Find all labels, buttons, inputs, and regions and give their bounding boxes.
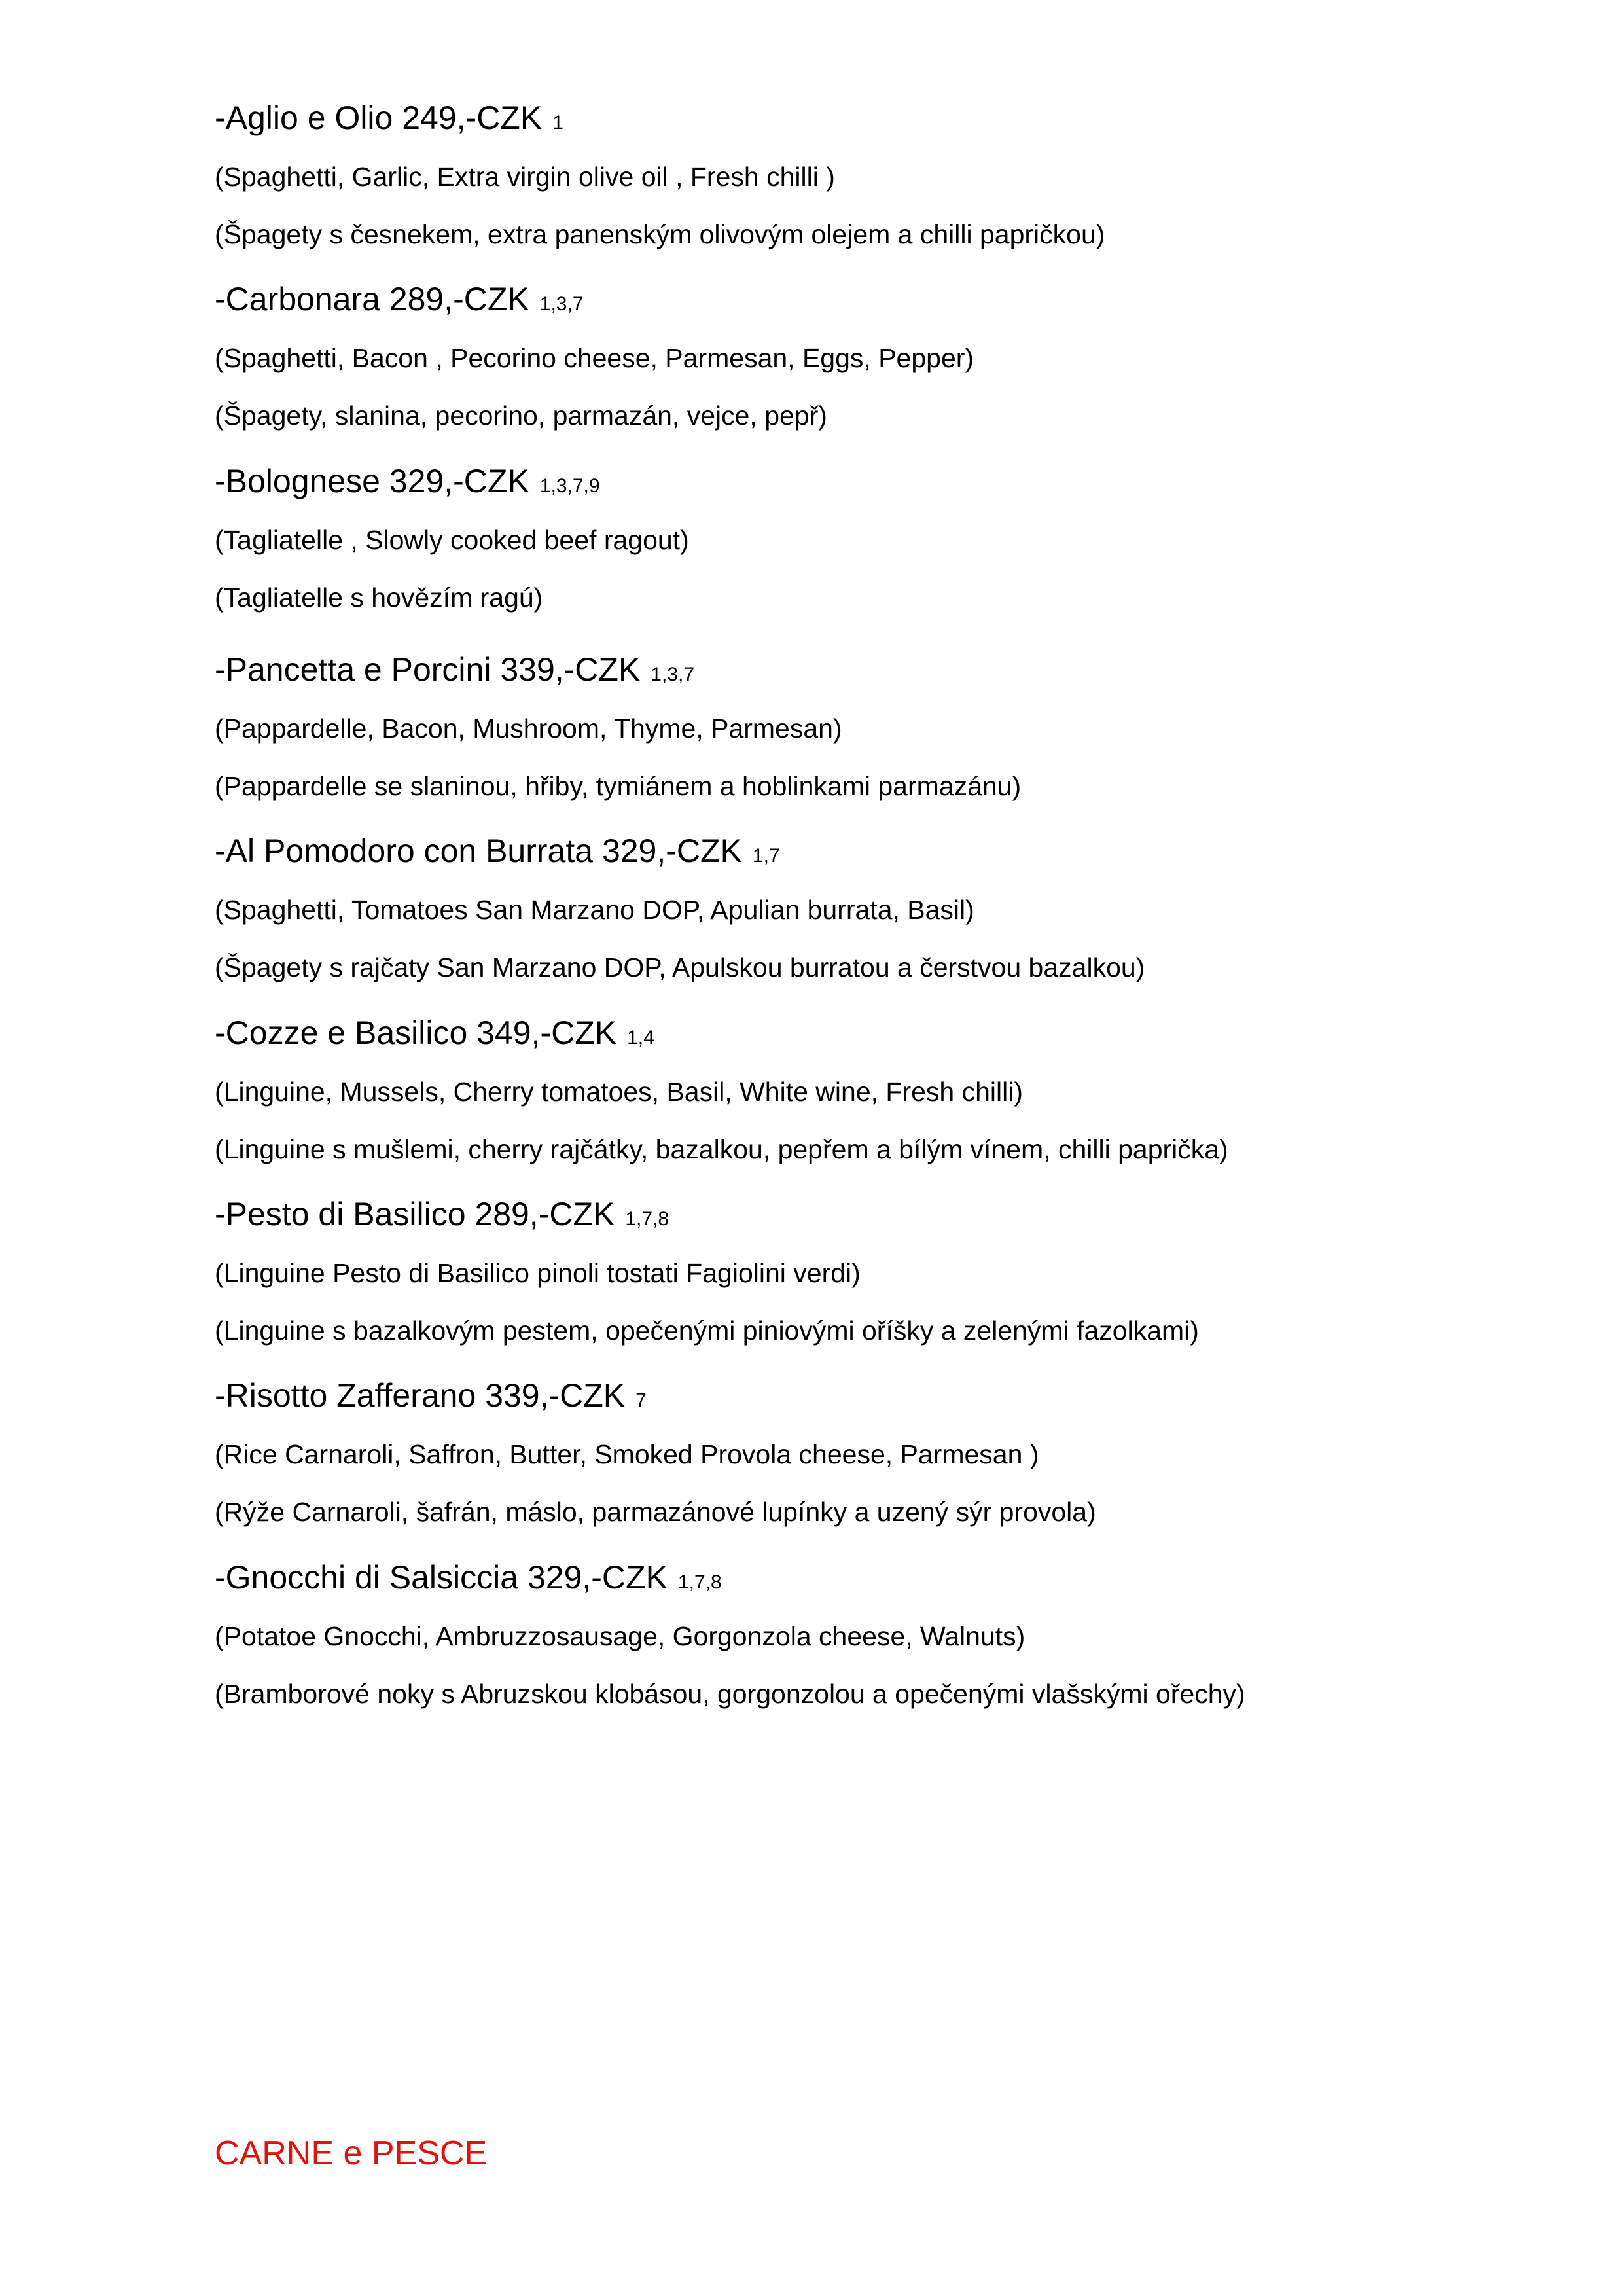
allergen-codes: 1,3,7 bbox=[539, 293, 584, 315]
description-english: (Pappardelle, Bacon, Mushroom, Thyme, Parmesan) bbox=[215, 713, 842, 744]
description-english: (Spaghetti, Bacon , Pecorino cheese, Parmesan, Eggs, Pepper) bbox=[215, 343, 974, 373]
description-czech: (Špagety s rajčaty San Marzano DOP, Apulskou burratou a čerstvou bazalkou) bbox=[215, 952, 1145, 982]
dish-name-price: -Bolognese 329,-CZK bbox=[215, 463, 529, 499]
menu-item-title bbox=[215, 1010, 654, 1056]
dish-name-price: -Cozze e Basilico 349,-CZK bbox=[215, 1014, 617, 1051]
allergen-codes: 1,4 bbox=[627, 1027, 654, 1049]
description-czech: (Špagety s česnekem, extra panenským olivovým olejem a chilli papričkou) bbox=[215, 219, 1105, 249]
description-czech: (Tagliatelle s hovězím ragú) bbox=[215, 583, 543, 613]
description-english: (Rice Carnaroli, Saffron, Butter, Smoked Provola cheese, Parmesan ) bbox=[215, 1439, 1039, 1469]
allergen-codes: 1,7,8 bbox=[677, 1571, 722, 1593]
description-english: (Spaghetti, Garlic, Extra virgin olive oil , Fresh chilli ) bbox=[215, 162, 835, 192]
menu-item-title bbox=[215, 276, 584, 322]
description-english: (Potatoe Gnocchi, Ambruzzosausage, Gorgonzola cheese, Walnuts) bbox=[215, 1621, 1026, 1651]
menu-item-title bbox=[215, 647, 694, 692]
dish-name-price: -Gnocchi di Salsiccia 329,-CZK bbox=[215, 1559, 668, 1596]
description-czech: (Linguine s mušlemi, cherry rajčátky, bazalkou, pepřem a bílým vínem, chilli paprička) bbox=[215, 1134, 1228, 1164]
allergen-codes: 1,7,8 bbox=[625, 1208, 669, 1230]
dish-name-price: -Pancetta e Porcini 339,-CZK bbox=[215, 651, 641, 688]
description-czech: (Pappardelle se slaninou, hřiby, tymiánem a hoblinkami parmazánu) bbox=[215, 771, 1022, 801]
dish-name-price: -Pesto di Basilico 289,-CZK bbox=[215, 1196, 615, 1232]
description-english: (Linguine, Mussels, Cherry tomatoes, Basil, White wine, Fresh chilli) bbox=[215, 1077, 1023, 1107]
menu-item-title bbox=[215, 1191, 669, 1237]
description-english: (Linguine Pesto di Basilico pinoli tostati Fagiolini verdi) bbox=[215, 1258, 861, 1288]
description-english: (Spaghetti, Tomatoes San Marzano DOP, Apulian burrata, Basil) bbox=[215, 895, 974, 925]
allergen-codes: 7 bbox=[635, 1390, 647, 1411]
description-czech: (Bramborové noky s Abruzskou klobásou, gorgonzolou a opečenými vlašskými ořechy) bbox=[215, 1679, 1245, 1709]
description-czech: (Linguine s bazalkovým pestem, opečenými piniovými oříšky a zelenými fazolkami) bbox=[215, 1316, 1199, 1346]
menu-item-title bbox=[215, 828, 780, 874]
menu-item-title bbox=[215, 458, 600, 504]
allergen-codes: 1,3,7,9 bbox=[539, 475, 600, 497]
section-heading: CARNE e PESCE bbox=[215, 2134, 488, 2172]
dish-name-price: -Al Pomodoro con Burrata 329,-CZK bbox=[215, 833, 742, 869]
allergen-codes: 1 bbox=[552, 112, 563, 134]
description-czech: (Špagety, slanina, pecorino, parmazán, vejce, pepř) bbox=[215, 401, 827, 431]
allergen-codes: 1,7 bbox=[752, 845, 780, 867]
dish-name-price: -Aglio e Olio 249,-CZK bbox=[215, 99, 543, 136]
menu-item-title bbox=[215, 1372, 647, 1418]
allergen-codes: 1,3,7 bbox=[651, 664, 695, 685]
menu-item-title bbox=[215, 1554, 722, 1600]
description-czech: (Rýže Carnaroli, šafrán, máslo, parmazánové lupínky a uzený sýr provola) bbox=[215, 1497, 1096, 1527]
dish-name-price: -Risotto Zafferano 339,-CZK bbox=[215, 1377, 626, 1414]
menu-item-title bbox=[215, 95, 563, 141]
description-english: (Tagliatelle , Slowly cooked beef ragout) bbox=[215, 525, 689, 555]
dish-name-price: -Carbonara 289,-CZK bbox=[215, 281, 529, 317]
